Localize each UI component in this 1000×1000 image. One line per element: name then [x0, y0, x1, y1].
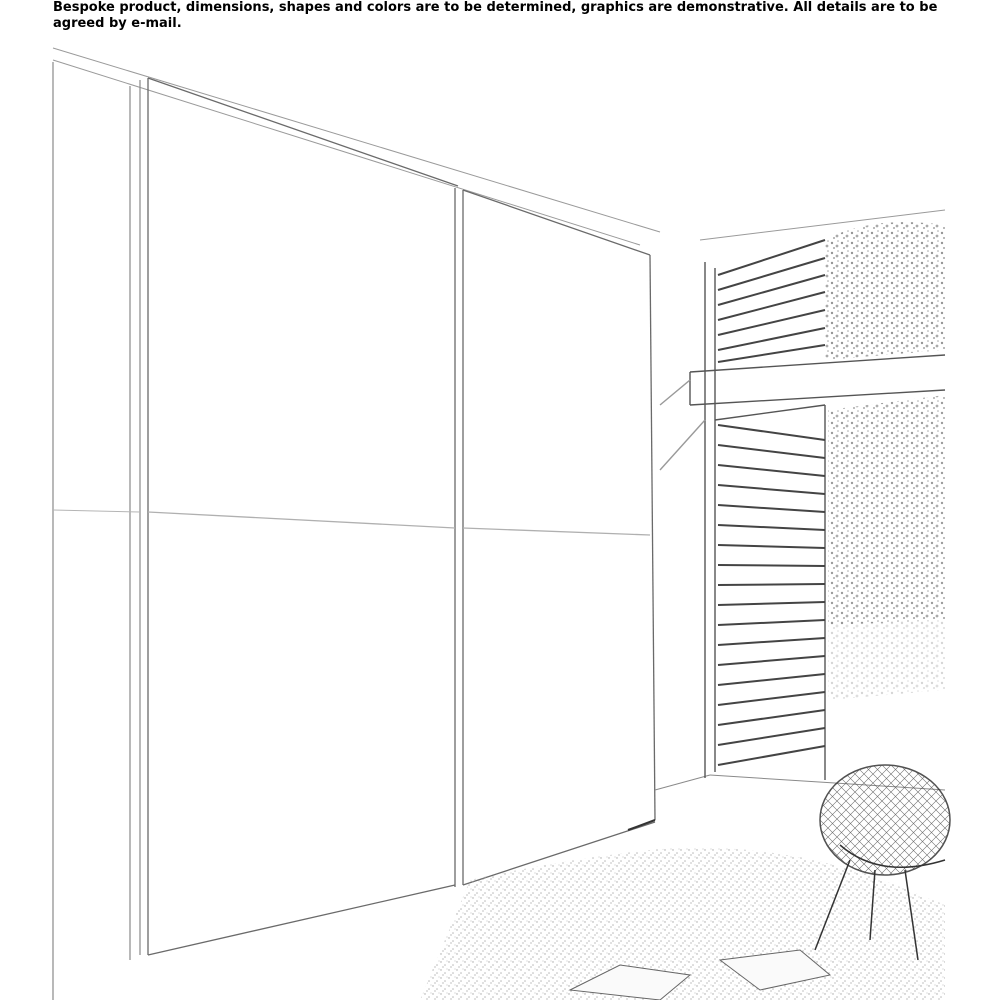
disclaimer-text: Bespoke product, dimensions, shapes and colors are to be determined, graphics are demonstrative. All details are to be agreed by e-mail. — [53, 0, 938, 31]
wardrobe-door-left — [148, 78, 458, 955]
upper-louvres — [718, 240, 825, 362]
wardrobe-left-panel — [53, 62, 140, 1000]
lower-louvres — [718, 425, 825, 765]
ceiling-lines — [53, 48, 945, 245]
garden-foliage — [825, 222, 945, 700]
wardrobe-door-right — [463, 190, 655, 885]
